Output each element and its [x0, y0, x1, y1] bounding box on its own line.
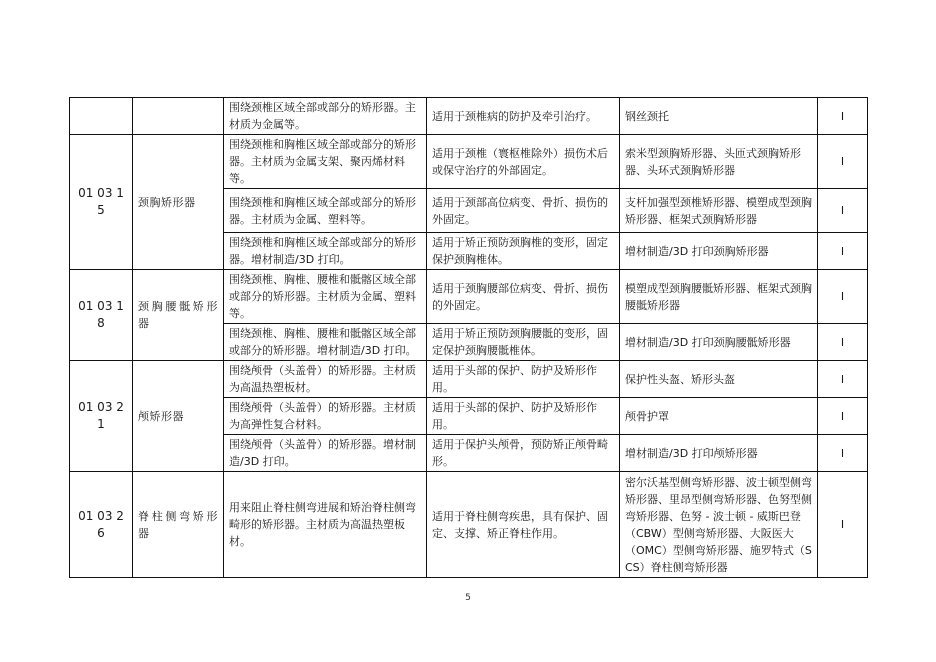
examples-cell: 保护性头盔、矫形头盔	[620, 361, 818, 398]
page-number: 5	[465, 593, 471, 603]
table-row	[70, 361, 868, 398]
intended-use-cell: 适用于头部的保护、防护及矫形作用。	[427, 361, 620, 398]
description-cell: 围绕颅骨（头盖骨）的矫形器。主材质为高温热塑板材。	[224, 361, 427, 398]
management-class-cell: I	[818, 189, 868, 233]
table-row	[70, 135, 868, 189]
intended-use-cell: 适用于矫正预防颈胸椎的变形，固定保护颈胸椎体。	[427, 233, 620, 270]
description-cell: 围绕颈椎区域全部或部分的矫形器。主材质为金属等。	[224, 98, 427, 135]
intended-use-cell: 适用于头部的保护、防护及矫形作用。	[427, 398, 620, 435]
description-cell: 围绕颈椎、胸椎、腰椎和骶髂区域全部或部分的矫形器。主材质为金属、塑料等。	[224, 270, 427, 324]
product-name-cell: 颈胸腰骶矫形器	[133, 270, 224, 361]
examples-cell: 增材制造/3D 打印颈胸矫形器	[620, 233, 818, 270]
intended-use-cell: 适用于颈部高位病变、骨折、损伤的外固定。	[427, 189, 620, 233]
product-name-cell: 颅矫形器	[133, 361, 224, 472]
examples-cell: 增材制造/3D 打印颈胸腰骶矫形器	[620, 324, 818, 361]
intended-use-cell: 适用于矫正预防颈胸腰骶的变形，固定保护颈胸腰骶椎体。	[427, 324, 620, 361]
category-code-cell: 01 03 21	[70, 361, 133, 472]
management-class-cell: I	[818, 324, 868, 361]
device-catalog-table	[69, 97, 868, 578]
intended-use-cell: 适用于保护头颅骨，预防矫正颅骨畸形。	[427, 435, 620, 472]
table-row	[70, 270, 868, 324]
management-class-cell: I	[818, 98, 868, 135]
description-cell: 围绕颅骨（头盖骨）的矫形器。主材质为高弹性复合材料。	[224, 398, 427, 435]
product-name-cell: 颈胸矫形器	[133, 135, 224, 270]
description-cell: 用来阻止脊柱侧弯进展和矫治脊柱侧弯畸形的矫形器。主材质为高温热塑板材。	[224, 472, 427, 578]
examples-cell: 密尔沃基型侧弯矫形器、波士顿型侧弯矫形器、里昂型侧弯矫形器、色努型侧弯矫形器、色努 - 波士顿 - 威斯巴登（CBW）型侧弯矫形器、大阪医大（OMC）型侧弯矫形器、施罗特式（SCS）脊柱侧弯矫形器	[620, 472, 818, 578]
intended-use-cell: 适用于颈椎病的防护及牵引治疗。	[427, 98, 620, 135]
examples-cell: 颅骨护罩	[620, 398, 818, 435]
description-cell: 围绕颈椎、胸椎、腰椎和骶髂区域全部或部分的矫形器。增材制造/3D 打印。	[224, 324, 427, 361]
intended-use-cell: 适用于颈椎（寰枢椎除外）损伤术后或保守治疗的外部固定。	[427, 135, 620, 189]
intended-use-cell: 适用于脊柱侧弯疾患，具有保护、固定、支撑、矫正脊柱作用。	[427, 472, 620, 578]
category-code-cell: 01 03 26	[70, 472, 133, 578]
examples-cell: 模塑成型颈胸腰骶矫形器、框架式颈胸腰骶矫形器	[620, 270, 818, 324]
product-name-cell: 脊柱侧弯矫形器	[133, 472, 224, 578]
management-class-cell: I	[818, 361, 868, 398]
management-class-cell: I	[818, 135, 868, 189]
management-class-cell: I	[818, 472, 868, 578]
management-class-cell: I	[818, 233, 868, 270]
examples-cell: 钢丝颈托	[620, 98, 818, 135]
category-code-cell	[70, 98, 133, 135]
description-cell: 围绕颈椎和胸椎区域全部或部分的矫形器。增材制造/3D 打印。	[224, 233, 427, 270]
management-class-cell: I	[818, 398, 868, 435]
category-code-cell: 01 03 18	[70, 270, 133, 361]
description-cell: 围绕颈椎和胸椎区域全部或部分的矫形器。主材质为金属、塑料等。	[224, 189, 427, 233]
examples-cell: 索米型颈胸矫形器、头匝式颈胸矫形器、头环式颈胸矫形器	[620, 135, 818, 189]
description-cell: 围绕颅骨（头盖骨）的矫形器。增材制造/3D 打印。	[224, 435, 427, 472]
examples-cell: 增材制造/3D 打印颅矫形器	[620, 435, 818, 472]
description-cell: 围绕颈椎和胸椎区域全部或部分的矫形器。主材质为金属支架、聚丙烯材料等。	[224, 135, 427, 189]
intended-use-cell: 适用于颈胸腰部位病变、骨折、损伤的外固定。	[427, 270, 620, 324]
category-code-cell: 01 03 15	[70, 135, 133, 270]
management-class-cell: I	[818, 270, 868, 324]
examples-cell: 支杆加强型颈椎矫形器、模塑成型颈胸矫形器、框架式颈胸矫形器	[620, 189, 818, 233]
table-row	[70, 98, 868, 135]
product-name-cell	[133, 98, 224, 135]
management-class-cell: I	[818, 435, 868, 472]
table-row	[70, 472, 868, 578]
